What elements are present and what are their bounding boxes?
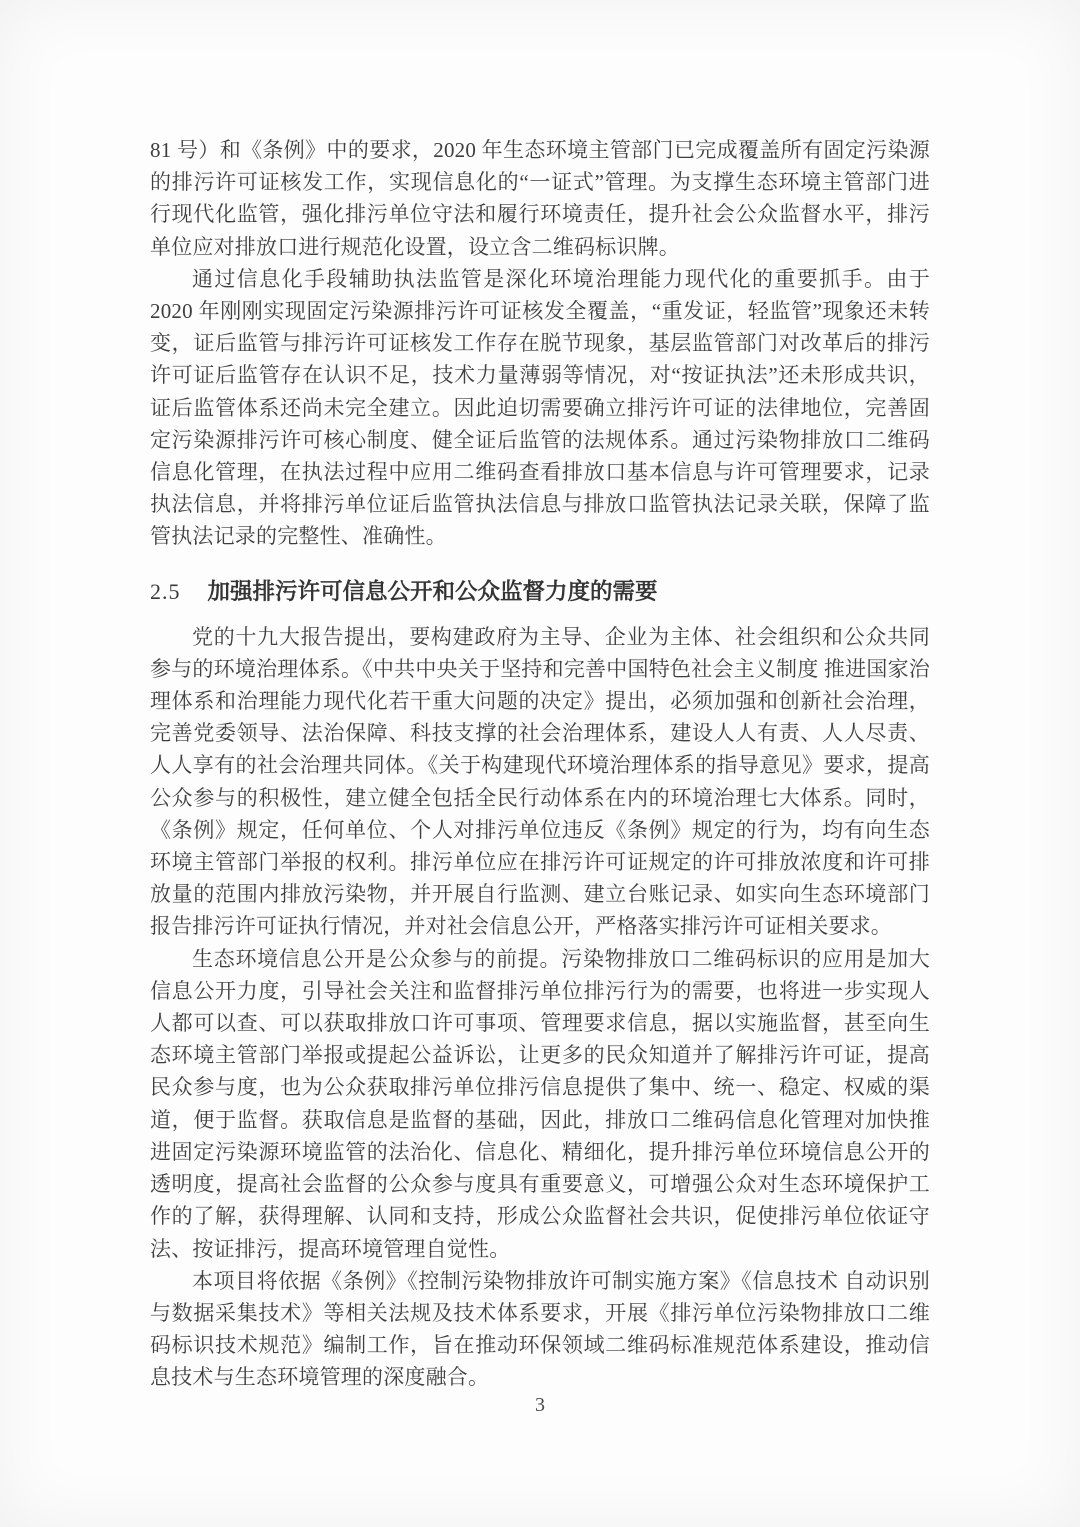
paragraph-continuation: 81 号）和《条例》中的要求，2020 年生态环境主管部门已完成覆盖所有固定污染源的排污许可证核发工作，实现信息化的“一证式”管理。为支撑生态环境主管部门进行现代化监管，强化排污单位守法和履行环境责任，提升社会公众监督水平，排污单位应对排放口进行规范化设置，设立含二维码标识牌。 [150, 138, 930, 259]
page-footer [0, 1394, 1080, 1417]
section-number: 2.5 [150, 578, 181, 604]
page-number: 3 [535, 1394, 545, 1416]
page-content [150, 134, 930, 1394]
paragraph: 本项目将依据《条例》《控制污染物排放许可制实施方案》《信息技术 自动识别与数据采集技术》等相关法规及技术体系要求，开展《排污单位污染物排放口二维码标识技术规范》编制工作，旨在推动环保领域二维码标准规范体系建设，推动信息技术与生态环境管理的深度融合。 [150, 1268, 930, 1390]
paragraph: 党的十九大报告提出，要构建政府为主导、企业为主体、社会组织和公众共同参与的环境治理体系。《中共中央关于坚持和完善中国特色社会主义制度 推进国家治理体系和治理能力现代化若干重大问题的决定》提出，必须加强和创新社会治理，完善党委领导、法治保障、科技支撑的社会治理体系，建设人人有责、人人尽责、人人享有的社会治理共同体。《关于构建现代环境治理体系的指导意见》要求，提高公众参与的积极性，建立健全包括全民行动体系在内的环境治理七大体系。同时，《条例》规定，任何单位、个人对排污单位违反《条例》规定的行为，均有向生态环境主管部门举报的权利。排污单位应在排污许可证规定的许可排放浓度和许可排放量的范围内排放污染物，并开展自行监测、建立台账记录、如实向生态环境部门报告排污许可证执行情况，并对社会信息公开，严格落实排污许可证相关要求。 [150, 624, 930, 939]
section-heading [150, 570, 930, 614]
paragraph: 通过信息化手段辅助执法监管是深化环境治理能力现代化的重要抓手。由于 2020 年刚刚实现固定污染源排污许可证核发全覆盖，“重发证，轻监管”现象还未转变，证后监管与排污许可证核发工作存在脱节现象，基层监管部门对改革后的排污许可证后监管存在认识不足，技术力量薄弱等情况，对“按证执法”还未形成共识，证后监管体系还尚未完全建立。因此迫切需要确立排污许可证的法律地位，完善固定污染源排污许可核心制度、健全证后监管的法规体系。通过污染物排放口二维码信息化管理，在执法过程中应用二维码查看排放口基本信息与许可管理要求，记录执法信息，并将排污单位证后监管执法信息与排放口监管执法记录关联，保障了监管执法记录的完整性、准确性。 [150, 266, 930, 549]
section-title: 加强排污许可信息公开和公众监督力度的需要 [207, 578, 658, 604]
paragraph: 生态环境信息公开是公众参与的前提。污染物排放口二维码标识的应用是加大信息公开力度，引导社会关注和监督排污单位排污行为的需要，也将进一步实现人人都可以查、可以获取排放口许可事项、管理要求信息，据以实施监督，甚至向生态环境主管部门举报或提起公益诉讼，让更多的民众知道并了解排污许可证，提高民众参与度，也为公众获取排污单位排污信息提供了集中、统一、稳定、权威的渠道，便于监督。获取信息是监督的基础，因此，排放口二维码信息化管理对加快推进固定污染源环境监管的法治化、信息化、精细化，提升排污单位环境信息公开的透明度，提高社会监督的公众参与度具有重要意义，可增强公众对生态环境保护工作的了解，获得理解、认同和支持，形成公众监督社会共识，促使排污单位依证守法、按证排污，提高环境管理自觉性。 [150, 946, 930, 1261]
